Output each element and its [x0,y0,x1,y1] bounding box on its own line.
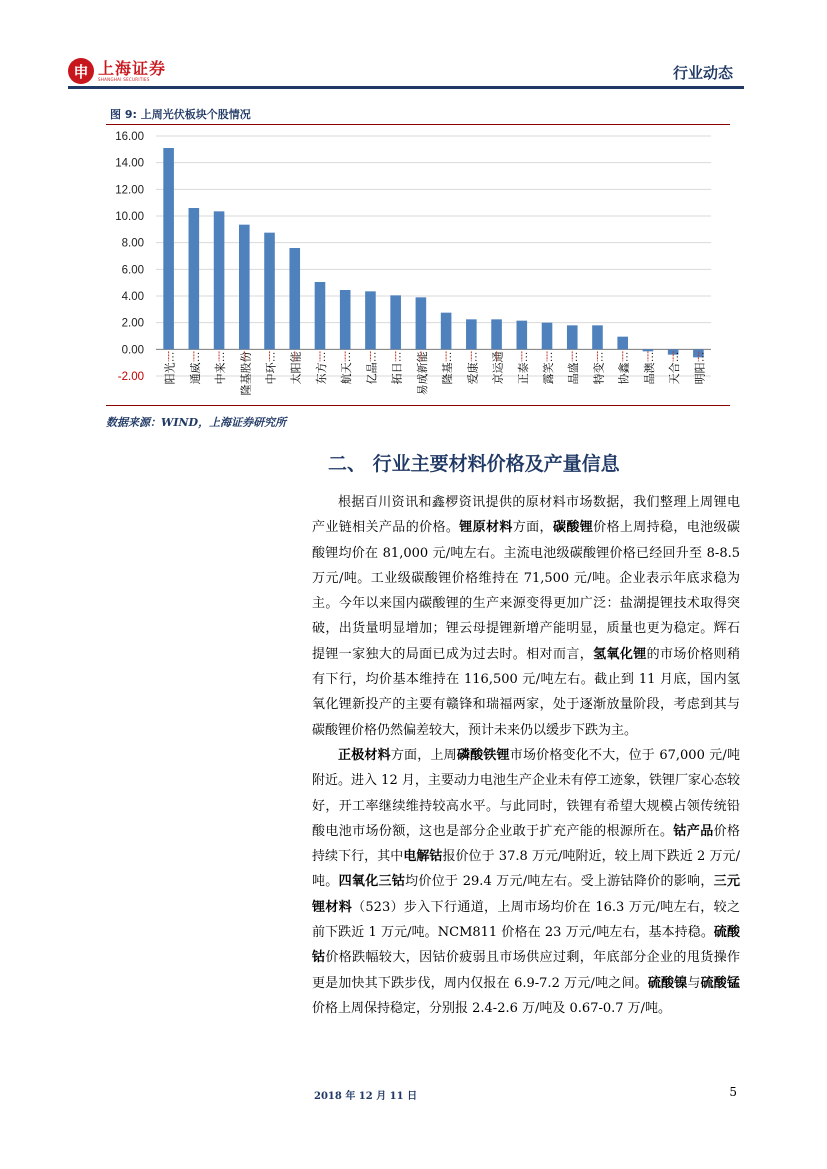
company-logo [68,58,166,84]
text-run: （523）步入下行通道，上周市场均价在 16.3 万元/吨左右，较之前下跌近 1 万元/吨。NCM811 价格在 23 万元/吨左右，基本持稳。 [312,899,740,941]
section-title: 二、 行业主要材料价格及产量信息 [328,453,620,475]
bold-term: 磷酸铁锂 [456,747,510,763]
text-run: 市场价格变化不大，位于 67,000 元/吨附近。进入 12 月，主要动力电池生产企业未有停工迹象，铁锂厂家心态较好，开工率继续维持较高水平。与此同时，铁锂有希望大规模占领传统铅酸电池市场份额，这也是部分企业敢于扩充产能的根源所在。 [312,747,740,839]
bold-term: 氢氧化锂 [593,646,647,662]
bar [214,211,225,349]
x-tick-label: 中环… [265,351,278,385]
x-tick-label: 天合… [669,351,682,385]
bold-term: 碳酸锂 [552,520,594,536]
text-run: 价格持续下行，其中 [312,823,740,865]
bar [617,337,628,350]
y-tick-label: 10.00 [115,211,144,223]
figure-top-rule [106,124,730,125]
figure-caption: 图 9: 上周光伏板块个股情况 [110,108,251,121]
paragraph [312,743,740,1021]
y-tick-label: 0.00 [121,344,144,357]
bold-term: 三元锂材料 [312,874,740,915]
figure-bottom-rule [106,405,730,406]
bar [289,248,300,349]
x-tick-label: 中来… [215,351,228,385]
logo-text: 上海证券 [98,59,167,78]
bar [567,325,578,349]
x-tick-label: 特变… [593,351,606,385]
text-run: 方面，上周 [390,747,457,763]
text-run: 的市场价格则稍有下行，均价基本维持在 116,500 元/吨左右。截止到 11 月底，国内氢氧化锂新投产的主要有赣锋和瑞福两家，处于逐渐放量阶段，考虑到其与碳酸锂价格仍然偏差较大，预计未来仍以缓步下跌为主。 [312,646,740,738]
logo-subtext: SHANGHAI SECURITIES [98,77,150,82]
x-tick-label: 正泰… [517,351,530,385]
bar [365,291,376,349]
y-tick-label: -2.00 [117,371,144,383]
text-run: 均价位于 29.4 万元/吨左右。受上游钴降价的影响， [405,874,714,890]
x-tick-label: 晶澳… [643,351,656,385]
bold-term: 钴产品 [673,823,714,839]
x-tick-label: 东方… [315,351,328,385]
bar [466,319,477,349]
bar [491,319,502,349]
bold-term: 硫酸锰 [700,975,740,991]
bar [239,225,250,350]
x-tick-label: 隆基… [442,351,455,385]
text-run: 价格上周保持稳定，分别报 2.4-2.6 万/吨及 0.67-0.7 万/吨。 [312,1000,672,1016]
x-tick-label: 协鑫… [618,351,631,385]
y-tick-label: 4.00 [121,291,144,303]
logo-mark-icon: 申 [68,58,94,84]
text-run: 与 [687,975,701,991]
y-tick-label: 12.00 [115,184,144,197]
y-tick-label: 8.00 [121,237,144,250]
x-tick-label: 易成新能 [416,351,429,396]
text-run: 价格跌幅较大，因钴价疲弱且市场供应过剩，年底部分企业的甩货操作更是加快其下跌步伐，周内仅报在 6.9-7.2 万元/吨之间。 [312,950,740,991]
footer-date: 2018 年 12 月 11 日 [314,1091,418,1102]
bar-chart [106,126,730,404]
page-number: 5 [729,1085,737,1099]
x-tick-label: 晶盛… [568,351,581,385]
report-category: 行业动态 [672,64,733,82]
paragraph [312,490,740,743]
bar [163,148,174,349]
bold-term: 正极材料 [338,747,391,763]
x-tick-label: 拓日… [391,351,404,385]
x-tick-label: 阳光… [164,351,177,385]
bold-term: 电解钴 [403,849,443,865]
bar [340,290,351,349]
text-run: 方面， [512,520,553,536]
y-tick-label: 6.00 [121,264,144,277]
text-run: 报价位于 37.8 万元/吨附近，较上周下跌近 2 万元/吨。 [312,849,740,890]
y-tick-label: 14.00 [115,157,144,170]
bold-term: 四氧化三钴 [338,874,406,890]
bar [516,321,527,350]
y-tick-label: 16.00 [115,131,144,143]
bold-term: 硫酸镍 [647,975,688,991]
bar [643,349,654,351]
x-tick-label: 露笑… [543,351,556,385]
bar [416,297,427,349]
bar [189,208,200,349]
bar [441,313,452,350]
x-tick-label: 通威… [189,351,202,385]
figure-source: 数据来源：WIND，上海证券研究所 [106,416,287,429]
x-tick-label: 太阳能 [290,351,303,385]
bar [315,282,326,349]
body-text [312,490,740,1021]
text-run: 根据百川资讯和鑫椤资讯提供的原材料市场数据，我们整理上周锂电产业链相关产品的价格。 [312,495,740,536]
text-run: 价格上周持稳，电池级碳酸锂均价在 81,000 元/吨左右。主流电池级碳酸锂价格已经回升至 8-8.5 万元/吨。工业级碳酸锂价格维持在 71,500 元/吨。企业表示年底求稳为主。今年以来国内碳酸锂的生产来源变得更加广泛：盐湖提锂技术取得突破，出货量明显增加；锂云母提锂新增产能明显，质量也更为稳定。辉石提锂一家独大的局面已成为过去时。相对而言， [312,520,740,662]
x-tick-label: 隆基股份 [240,351,253,396]
bold-term: 硫酸钴 [312,925,740,966]
y-tick-label: 2.00 [121,317,144,330]
bar [390,295,401,349]
bar [542,323,553,350]
x-tick-label: 京运通 [492,351,505,385]
bold-term: 锂原材料 [459,520,513,536]
x-tick-label: 明阳… [694,351,707,385]
x-tick-label: 亿晶… [366,351,379,385]
bar [592,325,603,349]
header-divider [68,86,744,89]
x-tick-label: 爱康… [467,351,480,385]
bar [264,233,275,350]
x-tick-label: 航天… [341,351,354,385]
